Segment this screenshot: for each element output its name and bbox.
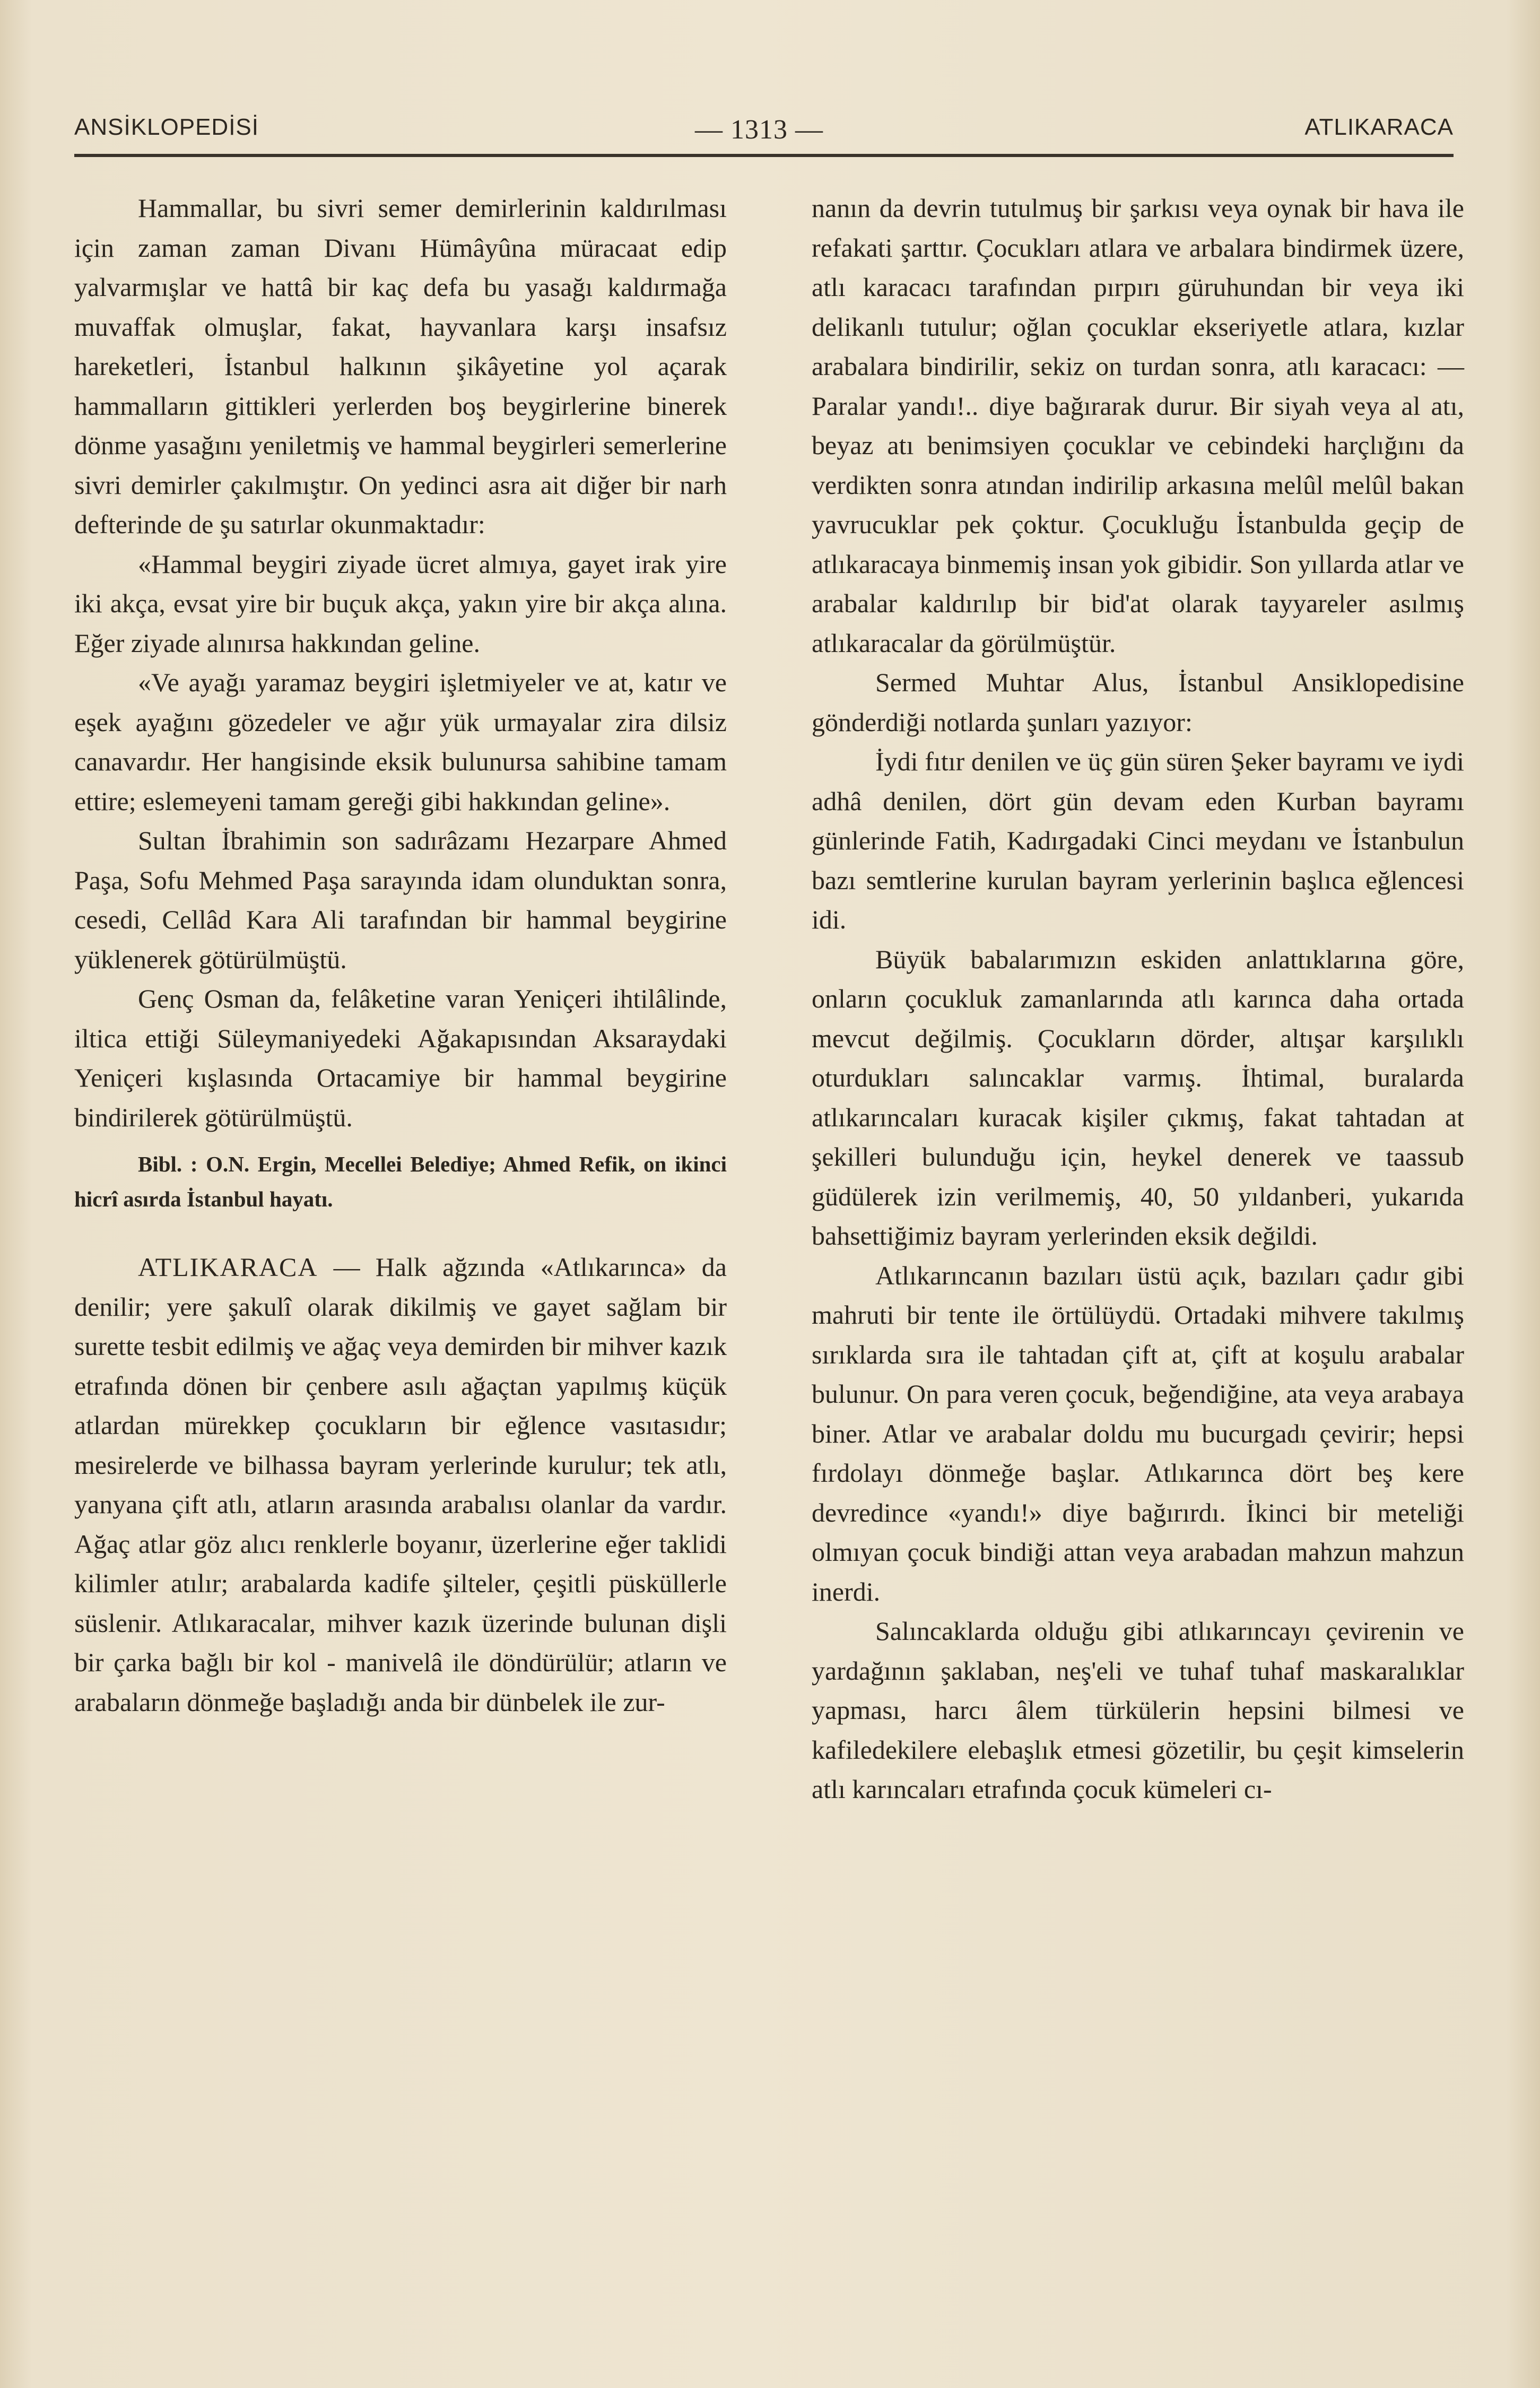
running-head: [74, 114, 1454, 146]
paragraph-sultan-ibrahim: Sultan İbrahimin son sadırâzamı Hezarpare Ahmed Paşa, Sofu Mehmed Paşa sarayında idam olunduktan sonra, cesedi, Cellâd Kara Ali tarafından bir hammal beygirine yüklenerek götürülmüştü.: [74, 826, 727, 974]
paragraph-continuation: nanın da devrin tutulmuş bir şarkısı veya oynak bir hava ile refakati şarttır. Çocukları atlara ve arbalara bindirmek üzere, atlı karacacı tarafından pırpırı güruhundan bir veya iki delikanlı tutulur; oğlan çocuklar ekseriyetle atlara, kızlar arabalara bindirilir, sekiz on turdan sonra, atlı karacacı: — Paralar yandı!.. diye bağırarak durur. Bir siyah veya al atı, beyaz atı benimsiyen çocuklar ve cebindeki harçlığını da verdikten sonra atından indirilip arkasına melûl melûl bakan yavrucuklar pek çoktur. Çocukluğu İstanbulda geçip de atlıkaracaya binmemiş insan yok gibidir. Son yıllarda atlar ve arabalar kaldırılıp bir bid'at olarak tayyareler asılmış atlıkaracalar da görülmüştür.: [812, 193, 1464, 658]
paragraph-atlikarinca: Atlıkarıncanın bazıları üstü açık, bazıları çadır gibi mahruti bir tente ile örtülüydü. Ortadaki mihvere takılmış sırıklarda sıra ile tahtadan çift at, çift at koşulu arabalar bulunur. On para veren çocuk, beğendiğine, ata veya arabaya biner. Atlar ve arabalar doldu mu bucurgadı çevirir; hepsi fırdolayı dönmeğe başlar. Atlıkarınca dört beş kere devredince «yandı!» diye bağırırdı. İkinci bir meteliği olmıyan çocuk bindiği attan veya arabadan mahzun mahzun inerdi.: [812, 1260, 1464, 1607]
header-rule: [74, 154, 1454, 157]
entry-text: — Halk ağzında «Atlıkarınca» da denilir; yere şakulî olarak dikilmiş ve gayet sağlam bir surette tesbit edilmiş ve ağaç veya demirden bir mihver kazık etrafında dönen bir çenbere asılı ağaçtan yapılmış küçük atlardan mürekkep çocukların bir eğlence vasıtasıdır; mesirelerde ve bilhassa bayram yerlerinde kurulur; tek atlı, yanyana çift atlı, atların arasında arabalısı olanlar da vardır. Ağaç atlar göz alıcı renklerle boyanır, üzerlerine eğer taklidi kilimler atılır; arabalarda kadife şilteler, çeşitli püsküllerle süslenir. Atlıkaracalar, mihver kazık üzerinde bulunan dişli bir çarka bağlı bir kol - manivelâ ile döndürülür; atların ve arabaların dönmeğe başladığı anda bir dünbelek ile zur-: [74, 1252, 727, 1717]
paragraph-salincaklar: Salıncaklarda olduğu gibi atlıkarıncayı çevirenin ve yardağının şaklaban, neş'eli ve tuhaf tuhaf maskaralıklar yapması, harcı âlem türkülerin hepsini bilmesi ve kafiledekilere elebaşlık etmesi gözetilir, bu çeşit kimselerin atlı karıncaları etrafında çocuk kümeleri cı-: [812, 1616, 1464, 1804]
left-column: [74, 188, 727, 1722]
header-publication-title: ANSİKLOPEDİSİ: [74, 114, 259, 140]
right-column: [812, 188, 1464, 1809]
paragraph-buyuk-babalar: Büyük babalarımızın eskiden anlattıklarına göre, onların çocukluk zamanlarında atlı karınca daha ortada mevcut değilmiş. Çocukların dörder, altışar karşılıklı oturdukları salıncaklar varmış. İhtimal, buralarda atlıkarıncaları kuracak kişiler çıkmış, fakat tahtadan at şekilleri bulunduğu için, heykel denerek ve taassub güdülerek izin verilmemiş, 40, 50 yıldanberi, yukarıda bahsettiğimiz bayram yerlerinden eksik değildi.: [812, 944, 1464, 1251]
paragraph-bayram: İydi fıtır denilen ve üç gün süren Şeker bayramı ve iydi adhâ denilen, dört gün devam eden Kurban bayramı günlerinde Fatih, Kadırgadaki Cinci meydanı ve İstanbulun bazı semtlerine kurulan bayram yerlerinin başlıca eğlencesi idi.: [812, 746, 1464, 934]
bibliography: Bibl. : O.N. Ergin, Mecellei Belediye; Ahmed Refik, on ikinci hicrî asırda İstanbul hayatı.: [74, 1152, 727, 1211]
quote-hammal-beygiri: «Hammal beygiri ziyade ücret almıya, gayet irak yire iki akça, evsat yire bir buçuk akça, yakın yire bir akça alına. Eğer ziyade alınırsa hakkından geline.: [74, 549, 727, 658]
paragraph-hammallar: Hammallar, bu sivri semer demirlerinin kaldırılması için zaman zaman Divanı Hümâyûna müracaat edip yalvarmışlar ve hattâ bir kaç defa bu yasağı kaldırmağa muvaffak olmuşlar, fakat, hayvanlara karşı insafsız hareketleri, İstanbul halkının şikâyetine yol açarak hammalların gittikleri yerlerden boş beygirlerine binerek dönme yasağını yeniletmiş ve hammal beygirleri semerlerine sivri demirler çakılmıştır. On yedinci asra ait diğer bir narh defterinde de şu satırlar okunmaktadır:: [74, 193, 727, 539]
header-entry-title: ATLIKARACA: [1304, 114, 1454, 140]
paragraph-genc-osman: Genç Osman da, felâketine varan Yeniçeri ihtilâlinde, iltica ettiği Süleymaniyedeki Ağakapısından Aksaraydaki Yeniçeri kışlasında Ortacamiye bir hammal beygirine bindirilerek götürülmüştü.: [74, 984, 727, 1132]
page-number: — 1313 —: [695, 115, 823, 145]
entry-headword: ATLIKARACA: [138, 1252, 318, 1282]
paragraph-sermed-muhtar-alus: Sermed Muhtar Alus, İstanbul Ansiklopedisine gönderdiği notlarda şunları yazıyor:: [812, 667, 1464, 737]
quote-ayagi-yaramaz: «Ve ayağı yaramaz beygiri işletmiyeler ve at, katır ve eşek ayağını gözedeler ve ağır yük urmayalar zira dilsiz canavardır. Her hangisinde eksik bulunursa sahibine tamam ettire; eslemeyeni tamam gereği gibi hakkından geline».: [74, 667, 727, 816]
entry-atlikaraca: [74, 1247, 727, 1722]
